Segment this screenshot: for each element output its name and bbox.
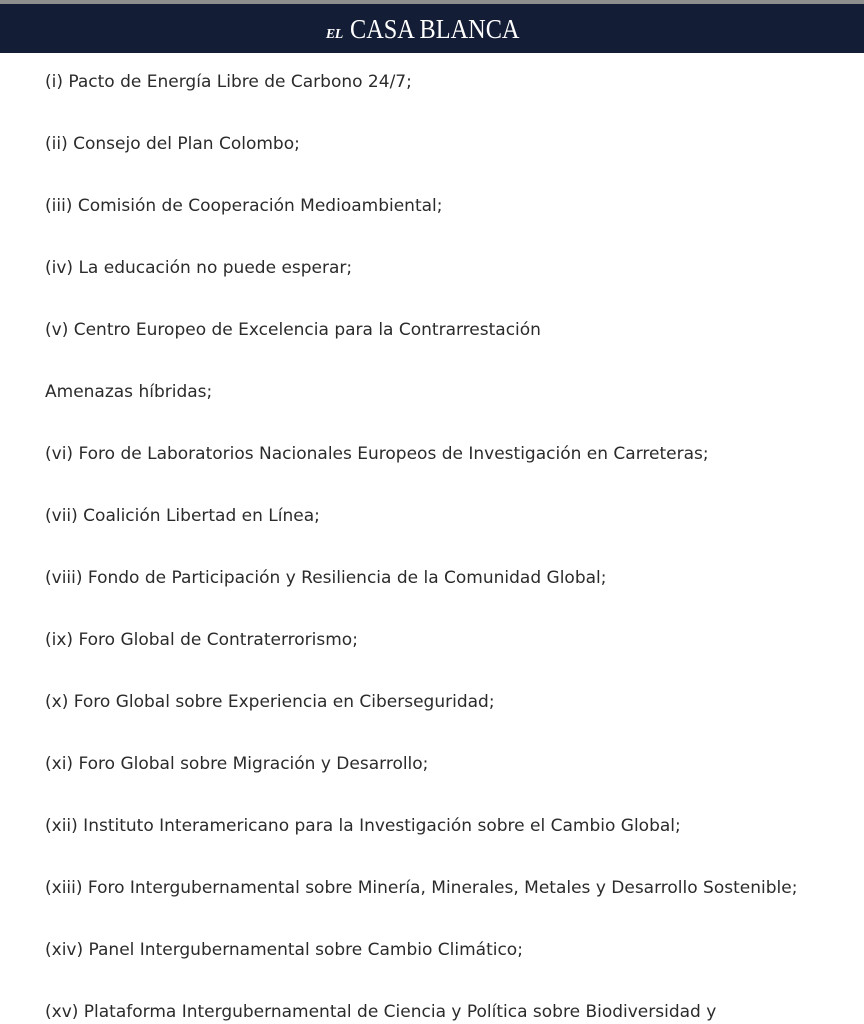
organization-list bbox=[45, 60, 797, 1024]
list-item: Amenazas híbridas; bbox=[45, 382, 213, 402]
list-item: (v) Centro Europeo de Excelencia para la Contrarrestación bbox=[45, 320, 541, 340]
list-item: (xiv) Panel Intergubernamental sobre Cambio Climático; bbox=[45, 940, 523, 960]
list-item: (vii) Coalición Libertad en Línea; bbox=[45, 506, 320, 526]
site-logo[interactable] bbox=[326, 14, 538, 45]
logo-title: CASA BLANCA bbox=[349, 14, 520, 44]
list-item: (viii) Fondo de Participación y Resiliencia de la Comunidad Global; bbox=[45, 568, 607, 588]
list-item: (xi) Foro Global sobre Migración y Desarrollo; bbox=[45, 754, 429, 774]
list-item: (ii) Consejo del Plan Colombo; bbox=[45, 134, 300, 154]
logo-prefix: EL bbox=[325, 27, 343, 42]
list-item: (i) Pacto de Energía Libre de Carbono 24/7; bbox=[45, 72, 412, 92]
list-item: (vi) Foro de Laboratorios Nacionales Europeos de Investigación en Carreteras; bbox=[45, 444, 709, 464]
site-header bbox=[0, 0, 864, 53]
list-item: (iii) Comisión de Cooperación Medioambiental; bbox=[45, 196, 443, 216]
list-item: (iv) La educación no puede esperar; bbox=[45, 258, 353, 278]
list-item: (ix) Foro Global de Contraterrorismo; bbox=[45, 630, 358, 650]
list-item: (xv) Plataforma Intergubernamental de Ciencia y Política sobre Biodiversidad y bbox=[45, 1002, 717, 1022]
list-item: (x) Foro Global sobre Experiencia en Ciberseguridad; bbox=[45, 692, 495, 712]
list-item: (xiii) Foro Intergubernamental sobre Minería, Minerales, Metales y Desarrollo Sostenible; bbox=[45, 878, 798, 898]
list-item: (xii) Instituto Interamericano para la Investigación sobre el Cambio Global; bbox=[45, 816, 681, 836]
